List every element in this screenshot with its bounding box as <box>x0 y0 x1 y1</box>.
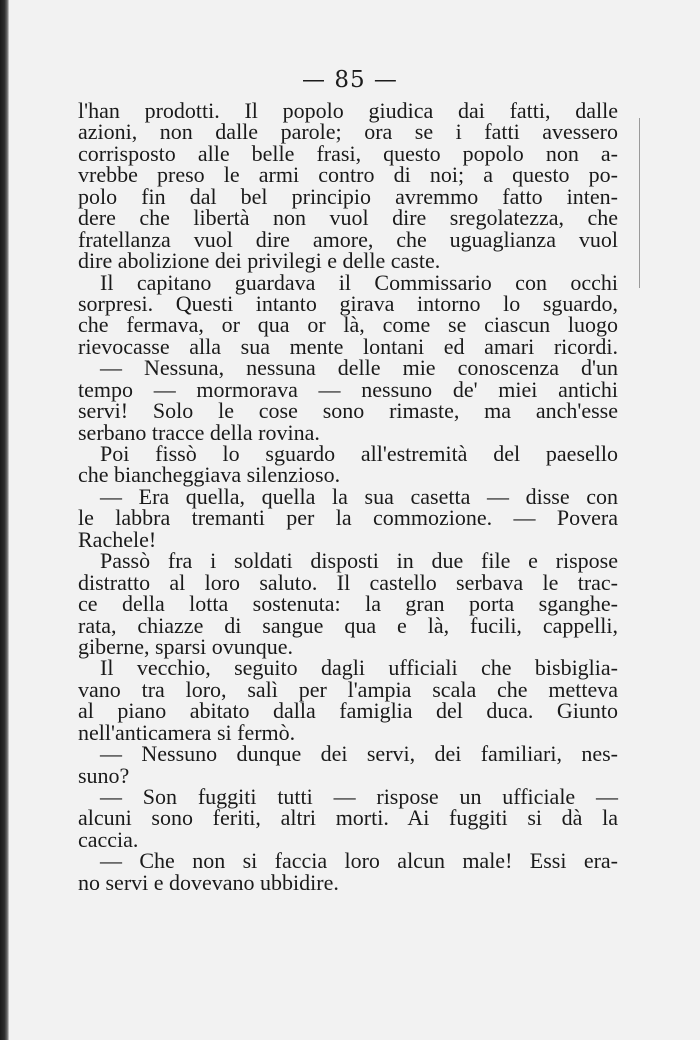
text-line: che fermava, or qua or là, come se ciascun luogo <box>78 312 618 338</box>
text-line: distratto al loro saluto. Il castello serbava le trac- <box>78 569 618 595</box>
text-line: — Era quella, quella la sua casetta — disse con <box>100 483 618 509</box>
text-line: serbano tracce della rovina. <box>78 419 320 445</box>
page-body-text <box>78 100 618 893</box>
text-line: le labbra tremanti per la commozione. — Povera <box>78 505 618 531</box>
text-line: Il capitano guardava il Commissario con occhi <box>100 269 618 295</box>
text-line: azioni, non dalle parole; ora se i fatti avessero <box>78 119 618 145</box>
text-line: — Nessuna, nessuna delle mie conoscenza d'un <box>100 355 618 381</box>
text-line: sorpresi. Questi intanto girava intorno lo sguardo, <box>78 290 618 316</box>
text-line: dire abolizione dei privilegi e delle caste. <box>78 248 441 274</box>
text-line: corrisposto alle belle frasi, questo popolo non a- <box>78 140 618 166</box>
text-line: vano tra loro, salì per l'ampia scala che metteva <box>78 676 618 702</box>
text-line: servi! Solo le cose sono rimaste, ma anch'esse <box>78 398 618 424</box>
text-line: rata, chiazze di sangue qua e là, fucili, cappelli, <box>78 612 618 638</box>
text-line: Passò fra i soldati disposti in due file e rispose <box>100 548 618 574</box>
text-line: no servi e dovevano ubbidire. <box>78 869 339 895</box>
text-line: Il vecchio, seguito dagli ufficiali che bisbiglia- <box>100 655 618 681</box>
text-line: ce della lotta sostenuta: la gran porta sganghe- <box>78 591 618 617</box>
text-line: suno? <box>78 762 130 788</box>
text-line: l'han prodotti. Il popolo giudica dai fatti, dalle <box>78 98 618 123</box>
text-line: caccia. <box>78 826 139 852</box>
text-line: Poi fissò lo sguardo all'estremità del paesello <box>100 441 618 466</box>
text-line: — Che non si faccia loro alcun male! Essi era- <box>100 848 618 874</box>
text-line: giberne, sparsi ovunque. <box>78 633 294 659</box>
page-number: — 85 — <box>302 67 398 93</box>
margin-mark <box>639 118 640 288</box>
text-line: alcuni sono feriti, altri morti. Ai fuggiti si dà la <box>78 805 618 831</box>
text-line: tempo — mormorava — nessuno de' miei antichi <box>78 376 618 402</box>
text-line: nell'anticamera si fermò. <box>78 719 296 745</box>
text-line: — Nessuno dunque dei servi, dei familiari, nes- <box>100 741 618 767</box>
text-line: al piano abitato dalla famiglia del duca. Giunto <box>78 698 618 724</box>
text-line: rievocasse alla sua mente lontani ed amari ricordi. <box>78 333 618 359</box>
text-line: che biancheggiava silenzioso. <box>78 462 341 488</box>
text-line: dere che libertà non vuol dire sregolatezza, che <box>78 205 618 231</box>
text-line: Rachele! <box>78 526 157 552</box>
page-binding-edge <box>0 0 9 1040</box>
text-line: vrebbe preso le armi contro di noi; a questo po- <box>78 162 618 188</box>
text-line: polo fin dal bel principio avremmo fatto inten- <box>78 183 618 209</box>
text-line: fratellanza vuol dire amore, che uguaglianza vuol <box>78 226 618 252</box>
text-line: — Son fuggiti tutti — rispose un ufficiale — <box>100 784 618 809</box>
